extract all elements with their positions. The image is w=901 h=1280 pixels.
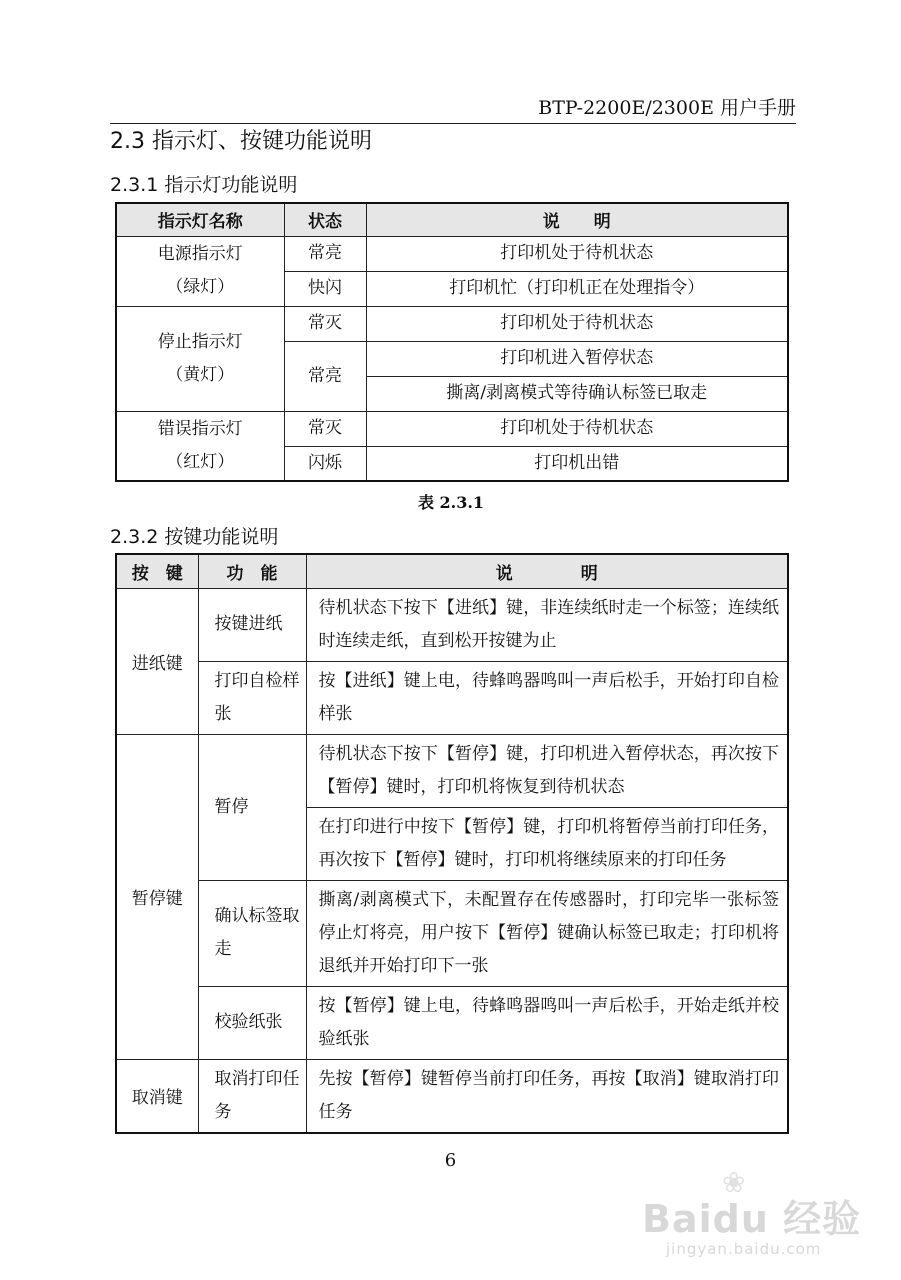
indicator-color: （红灯） bbox=[166, 451, 235, 472]
state-cell: 常亮 bbox=[284, 236, 366, 271]
state-cell: 快闪 bbox=[284, 271, 366, 306]
desc-cell: 按【暂停】键上电，待蜂鸣器鸣叫一声后松手，开始走纸并校验纸张 bbox=[306, 986, 788, 1059]
table-row bbox=[116, 236, 788, 271]
header-cell: 功 能 bbox=[198, 554, 306, 588]
desc-cell: 打印机出错 bbox=[366, 446, 788, 481]
indicator-name: 电源指示灯 bbox=[157, 244, 243, 264]
header-cell: 说 明 bbox=[366, 203, 788, 236]
desc-cell: 打印机处于待机状态 bbox=[366, 236, 788, 271]
table-row bbox=[116, 661, 788, 734]
indicator-subtitle: 2.3.1 指示灯功能说明 bbox=[110, 174, 298, 196]
header-cell: 说 明 bbox=[306, 554, 788, 588]
indicator-color: （黄灯） bbox=[166, 364, 235, 385]
table-row bbox=[116, 411, 788, 446]
indicator-name: 错误指示灯 bbox=[157, 418, 243, 439]
key-name-cell: 暂停键 bbox=[116, 734, 198, 1059]
desc-cell: 按【进纸】键上电，待蜂鸣器鸣叫一声后松手，开始打印自检样张 bbox=[306, 661, 788, 734]
state-cell: 常灭 bbox=[284, 306, 366, 341]
table-caption: 表 2.3.1 bbox=[417, 493, 485, 512]
section-title: 2.3 指示灯、按键功能说明 bbox=[110, 129, 372, 154]
table-header-row bbox=[116, 554, 788, 588]
indicator-name-cell bbox=[116, 306, 284, 411]
paw-icon: ❀ bbox=[722, 1166, 746, 1199]
indicator-name-cell bbox=[116, 236, 284, 306]
desc-cell: 打印机处于待机状态 bbox=[366, 306, 788, 341]
state-cell: 闪烁 bbox=[284, 446, 366, 481]
key-name-cell: 取消键 bbox=[116, 1059, 198, 1133]
desc-cell: 撕离/剥离模式下，未配置存在传感器时，打印完毕一张标签停止灯将亮，用户按下【暂停】键确认标签已取走；打印机将退纸并开始打印下一张 bbox=[306, 880, 788, 986]
watermark-logo: Baidu 经验 bbox=[642, 1197, 862, 1241]
indicator-table bbox=[115, 202, 789, 482]
table-row bbox=[116, 306, 788, 341]
desc-cell: 在打印进行中按下【暂停】键，打印机将暂停当前打印任务，再次按下【暂停】键时，打印机将继续原来的打印任务 bbox=[306, 807, 788, 880]
function-cell: 取消打印任务 bbox=[198, 1059, 306, 1133]
function-cell: 打印自检样张 bbox=[198, 661, 306, 734]
header-cell: 状态 bbox=[284, 203, 366, 236]
desc-cell: 先按【暂停】键暂停当前打印任务，再按【取消】键取消打印任务 bbox=[306, 1059, 788, 1133]
desc-cell: 打印机处于待机状态 bbox=[366, 411, 788, 446]
page-number: 6 bbox=[444, 1150, 457, 1171]
state-cell: 常亮 bbox=[284, 341, 366, 411]
desc-cell: 待机状态下按下【进纸】键，非连续纸时走一个标签；连续纸时连续走纸，直到松开按键为止 bbox=[306, 588, 788, 661]
indicator-color: （绿灯） bbox=[166, 277, 235, 297]
key-name-cell: 进纸键 bbox=[116, 588, 198, 734]
watermark-url: jingyan.baidu.com bbox=[666, 1240, 822, 1258]
table-row bbox=[116, 986, 788, 1059]
document-header: BTP-2200E/2300E 用户手册 bbox=[538, 97, 796, 119]
table-row bbox=[116, 880, 788, 986]
baidu-watermark bbox=[640, 1166, 880, 1266]
keys-table bbox=[115, 553, 789, 1134]
function-cell: 暂停 bbox=[198, 734, 306, 880]
header-rule bbox=[110, 123, 796, 124]
indicator-name-cell bbox=[116, 411, 284, 481]
keys-subtitle: 2.3.2 按键功能说明 bbox=[110, 526, 279, 548]
header-cell: 按 键 bbox=[116, 554, 198, 588]
desc-cell: 待机状态下按下【暂停】键，打印机进入暂停状态，再次按下【暂停】键时，打印机将恢复到待机状态 bbox=[306, 734, 788, 807]
header-cell: 指示灯名称 bbox=[116, 203, 284, 236]
function-cell: 确认标签取走 bbox=[198, 880, 306, 986]
desc-cell: 打印机忙（打印机正在处理指令） bbox=[366, 271, 788, 306]
table-row bbox=[116, 734, 788, 807]
table-row bbox=[116, 588, 788, 661]
desc-cell: 打印机进入暂停状态 bbox=[366, 341, 788, 376]
table-row bbox=[116, 1059, 788, 1133]
desc-cell: 撕离/剥离模式等待确认标签已取走 bbox=[366, 376, 788, 411]
state-cell: 常灭 bbox=[284, 411, 366, 446]
indicator-name: 停止指示灯 bbox=[157, 331, 243, 352]
function-cell: 按键进纸 bbox=[198, 588, 306, 661]
function-cell: 校验纸张 bbox=[198, 986, 306, 1059]
table-header-row bbox=[116, 203, 788, 236]
